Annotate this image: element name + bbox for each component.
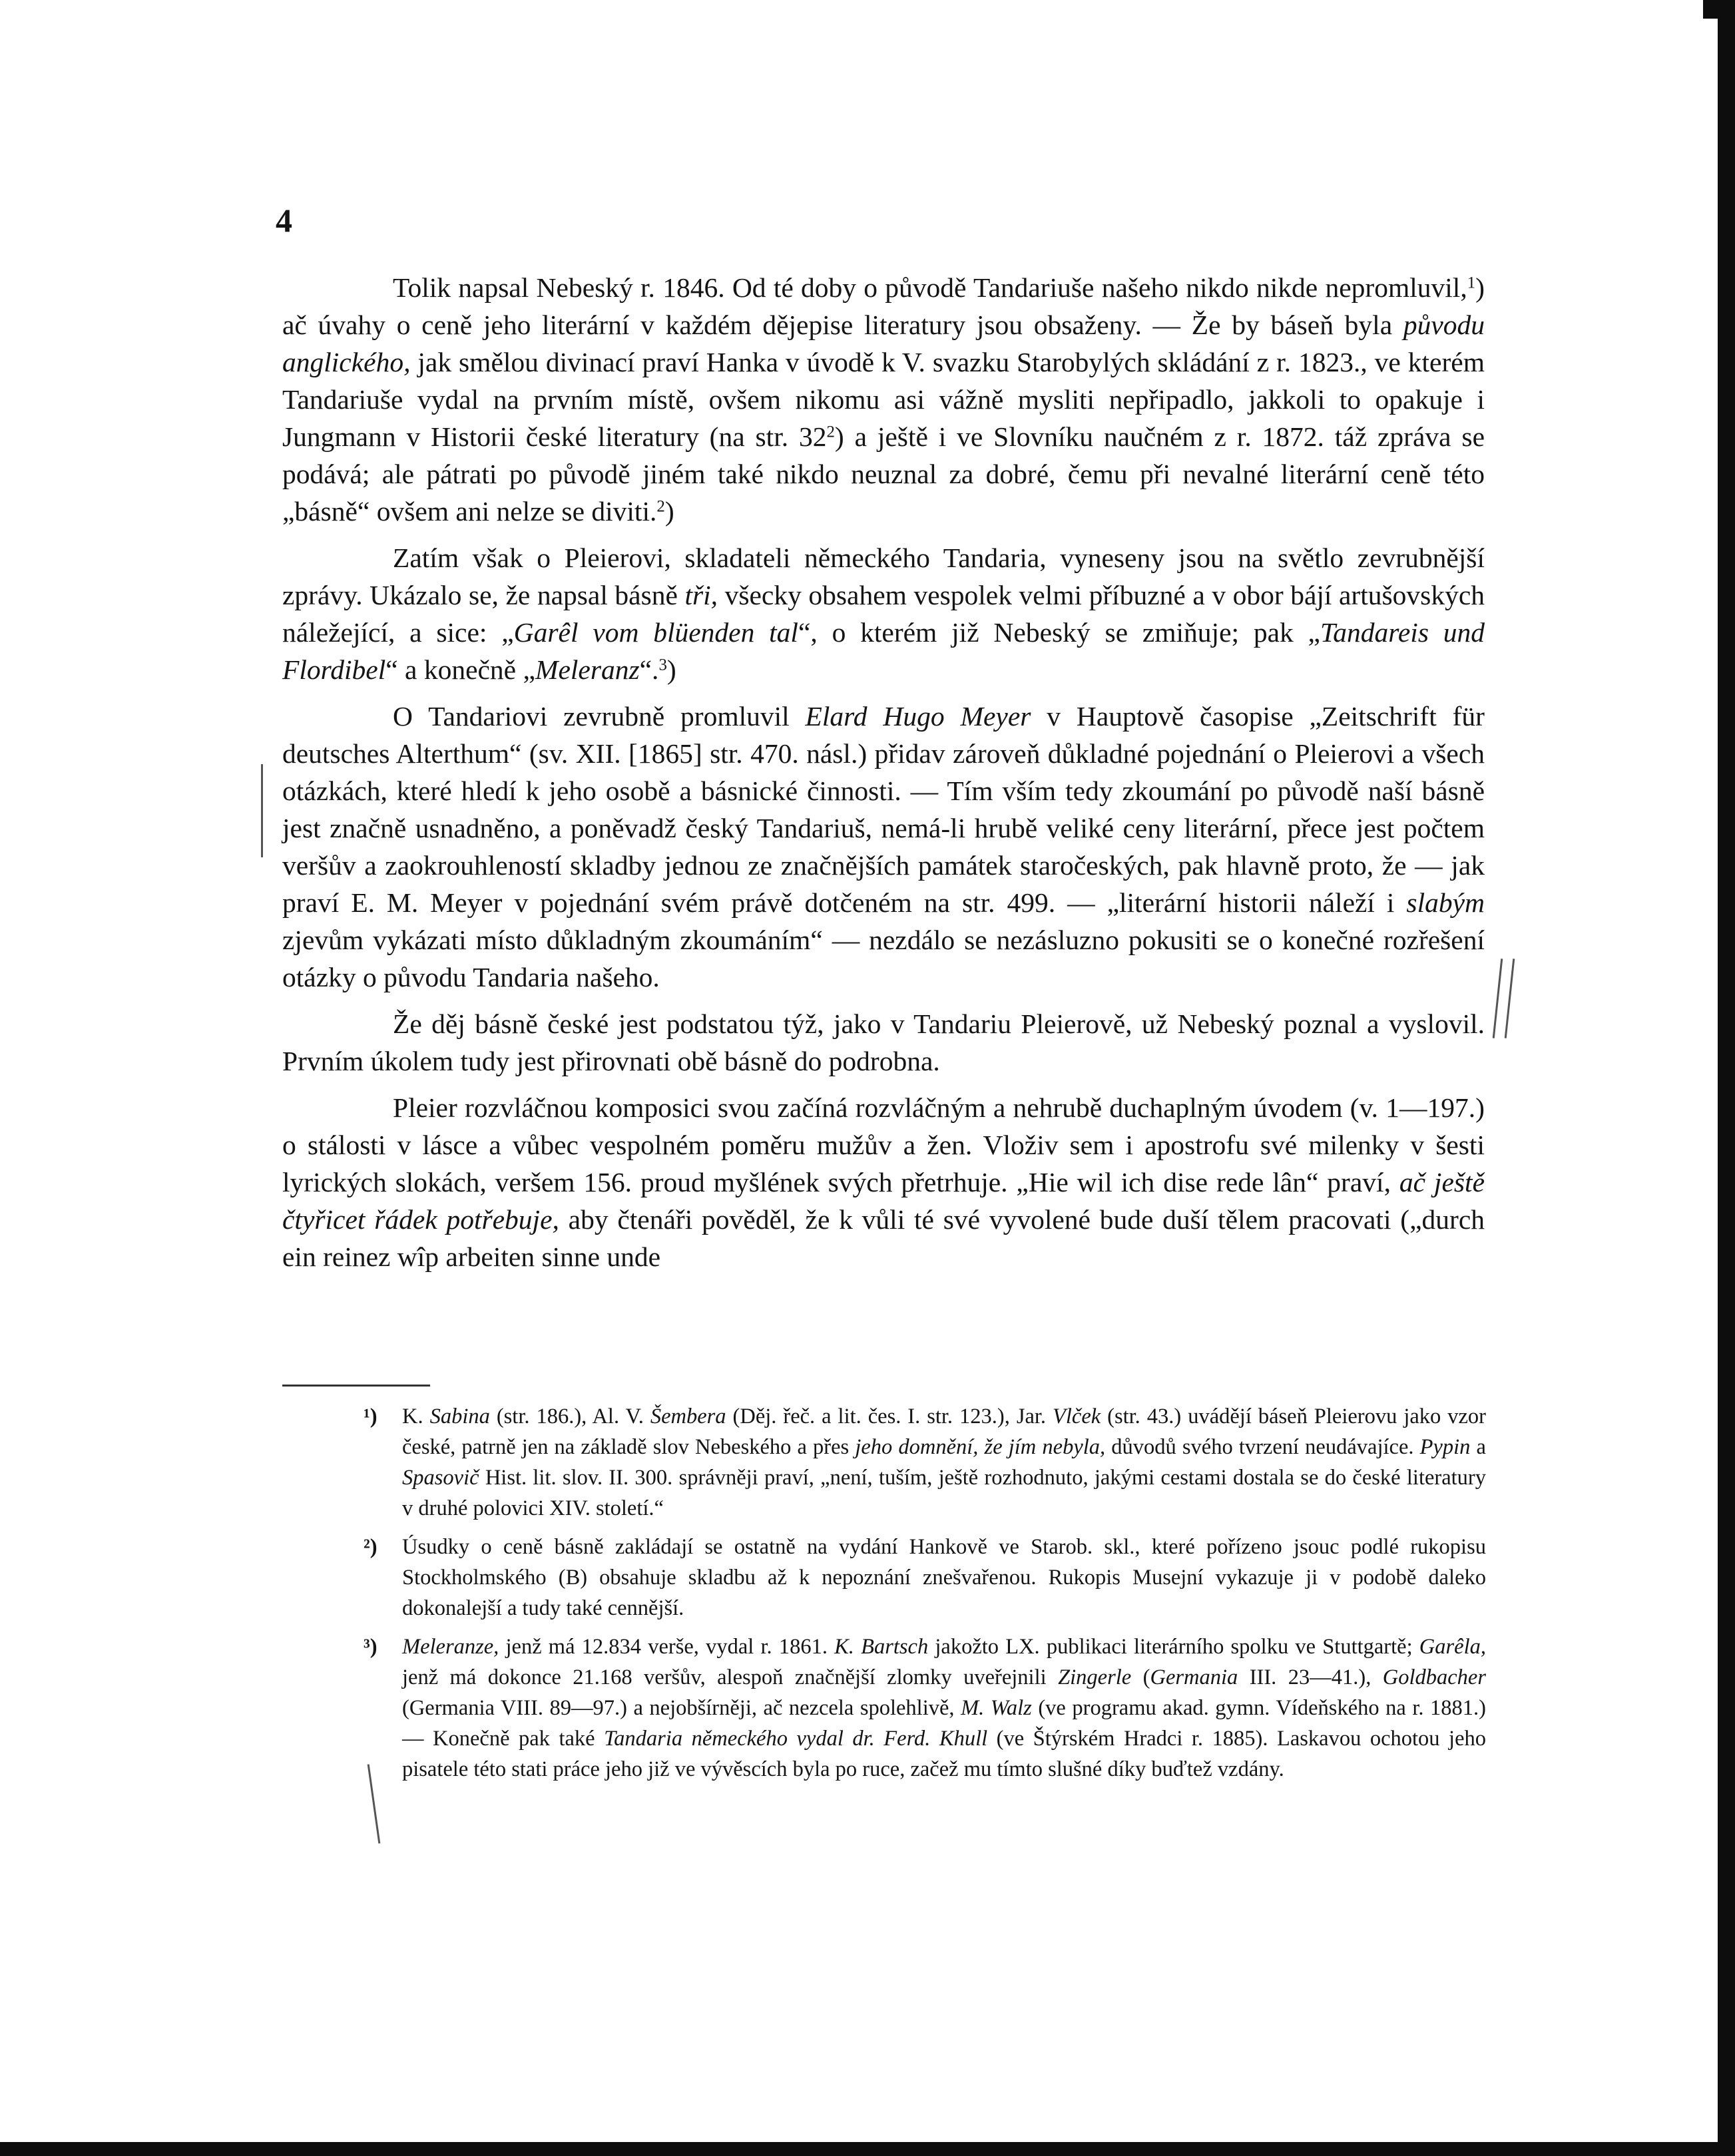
italic-text: Tandareis und Flordibel	[282, 617, 1485, 685]
margin-pencil-mark	[261, 764, 263, 857]
main-text	[282, 269, 1485, 1285]
italic-text: tři,	[684, 580, 718, 610]
italic-text: Garêla,	[1419, 1635, 1486, 1659]
footnote-text: K. Sabina (str. 186.), Al. V. Šembera (Děj. řeč. a lit. čes. I. str. 123.), Jar. Vlček (str. 43.) uvádějí báseň Pleierovu jako vzor české, patrně jen na základě slov Nebeského a přes jeho domnění, že jím nebyla, důvodů svého tvrzení neudávajíce. Pypin a Spasovič Hist. lit. slov. II. 300. správněji praví, „není, tuším, ještě rozhodnuto, jakými cestami dostala se do české literatury v druhé polovici XIV. století.“	[402, 1404, 1486, 1520]
footnote-reference: 3	[658, 656, 667, 674]
italic-text: Garêl vom blüenden tal	[513, 617, 798, 648]
paragraph: Pleier rozvláčnou komposici svou začíná rozvláčným a nehrubě duchaplným úvodem (v. 1—197.) o stálosti v lásce a vůbec vespolném poměru mužův a žen. Vloživ sem i apostrofu své milenky v šesti lyrických slokách, veršem 156. proud myšlének svých přetrhuje. „Hie wil ich dise rede lân“ praví, ač ještě čtyřicet řádek potřebuje, aby čtenáři pověděl, že k vůli té své vyvolené bude duší tělem pracovati („durch ein reinez wîp arbeiten sinne unde	[282, 1092, 1485, 1272]
scan-border-bottom	[0, 2142, 1735, 2156]
italic-text: Tandaria německého vydal dr. Ferd. Khull	[604, 1727, 988, 1751]
italic-text: M. Walz	[961, 1696, 1032, 1720]
italic-text: ač ještě čtyřicet řádek potřebuje,	[282, 1167, 1485, 1235]
paragraph: Zatím však o Pleierovi, skladateli německého Tandaria, vyneseny jsou na světlo zevrubnější zprávy. Ukázalo se, že napsal básně tři, všecky obsahem vespolek velmi příbuzné a v obor bájí artušovských náležející, a sice: „Garêl vom blüenden tal“, o kterém již Nebeský se zmiňuje; pak „Tandareis und Flordibel“ a konečně „Meleranz“.$^3$)	[282, 542, 1485, 685]
footnote-reference: 2	[656, 497, 665, 516]
footnote-text: Meleranze, jenž má 12.834 verše, vydal r. 1861. K. Bartsch jakožto LX. publikaci literárního spolku ve Stuttgartě; Garêla, jenž má dokonce 21.168 veršův, alespoň značnější zlomky uveřejnili Zingerle (Germania III. 23—41.), Goldbacher (Germania VIII. 89—97.) a nejobšírněji, ač nezcela spolehlivě, M. Walz (ve programu akad. gymn. Vídeňského na r. 1881.) — Konečně pak také Tandaria německého vydal dr. Ferd. Khull (ve Štýrském Hradci r. 1885). Laskavou ochotou jeho pisatele této stati práce jeho již ve vývěscích byla po ruce, začež mu tímto slušné díky buďtež vzdány.	[402, 1635, 1487, 1781]
italic-text: Meleranz	[535, 654, 640, 685]
italic-text: Elard Hugo Meyer	[805, 701, 1031, 732]
italic-text: Zingerle	[1058, 1665, 1132, 1689]
footnote-reference: 2	[826, 423, 835, 441]
paragraph: Že děj básně české jest podstatou týž, jako v Tandariu Pleierově, už Nebeský poznal a vyslovil. Prvním úkolem tudy jest přirovnati obě básně do podrobna.	[282, 1008, 1485, 1076]
italic-text: Pypin	[1419, 1435, 1471, 1459]
footnote	[364, 1401, 1486, 1524]
italic-text: původu anglického,	[282, 310, 1485, 377]
italic-text: Germania	[1150, 1665, 1238, 1689]
italic-text: Vlček	[1053, 1404, 1101, 1428]
footnotes	[364, 1401, 1486, 1793]
scan-border-right	[1718, 0, 1735, 2156]
footnote-marker: ²)	[364, 1535, 377, 1559]
footnote	[364, 1631, 1486, 1785]
paragraph: O Tandariovi zevrubně promluvil Elard Hugo Meyer v Hauptově časopise „Zeitschrift für deutsches Alterthum“ (sv. XII. [1865] str. 470. násl.) přidav zároveň důkladné pojednání o Pleierovi a všech otázkách, které hledí k jeho osobě a básnické činnosti. — Tím vším tedy zkoumání po původě naší básně jest značně usnadněno, a poněvadž český Tandariuš, nemá-li hrubě veliké ceny literární, přece jest počtem veršův a zaokrouhleností skladby jednou ze značnějších památek staročeských, pak hlavně proto, že — jak praví E. M. Meyer v pojednání svém právě dotčeném na str. 499. — „literární historii náleží i slabým zjevům vykázati místo důkladným zkoumáním“ — nezdálo se nezásluzno pokusiti se o konečné rozřešení otázky o původu Tandaria našeho.	[282, 701, 1485, 992]
italic-text: Goldbacher	[1382, 1665, 1486, 1689]
italic-text: K. Bartsch	[834, 1635, 929, 1659]
footnote	[364, 1532, 1486, 1623]
italic-text: slabým	[1406, 887, 1485, 918]
italic-text: jeho domnění, že jím nebyla,	[855, 1435, 1106, 1459]
italic-text: Spasovič	[402, 1466, 479, 1490]
footnote-marker: ¹)	[364, 1404, 377, 1428]
paragraph: Tolik napsal Nebeský r. 1846. Od té doby o původě Tandariuše našeho nikdo nikde nepromluvil,$^1$) ač úvahy o ceně jeho literární v každém dějepise literatury jsou obsaženy. — Že by báseň byla původu anglického, jak smělou divinací praví Hanka v úvodě k V. svazku Starobylých skládání z r. 1823., ve kterém Tandariuše vydal na prvním místě, ovšem nikomu asi vážně mysliti nepřipadlo, jakkoli to opakuje i Jungmann v Historii české literatury (na str. $32^2$) a ještě i ve Slovníku naučném z r. 1872. táž zpráva se podává; ale pátrati po původě jiném také nikdo neuznal za dobré, čemu při nevalné literární ceně této „básně“ ovšem ani nelze se diviti.$^2$)	[282, 272, 1485, 527]
italic-text: Šembera	[650, 1404, 726, 1428]
page-number: 4	[276, 202, 292, 239]
margin-pencil-mark	[1493, 959, 1503, 1038]
italic-text: Meleranze,	[402, 1635, 499, 1659]
italic-text: Sabina	[429, 1404, 490, 1428]
margin-pencil-mark	[1505, 959, 1515, 1038]
footnote-reference: 1	[1467, 274, 1476, 292]
footnote-rule	[282, 1385, 430, 1387]
footnote-marker: ³)	[364, 1635, 377, 1659]
footnote-text: Úsudky o ceně básně zakládají se ostatně na vydání Hankově ve Starob. skl., které pořízeno jsouc podlé rukopisu Stockholmského (B) obsahuje skladbu až k nepoznání znešvařenou. Rukopis Musejní vykazuje ji v podobě daleko dokonalejší a tudy také cennější.	[402, 1535, 1486, 1620]
